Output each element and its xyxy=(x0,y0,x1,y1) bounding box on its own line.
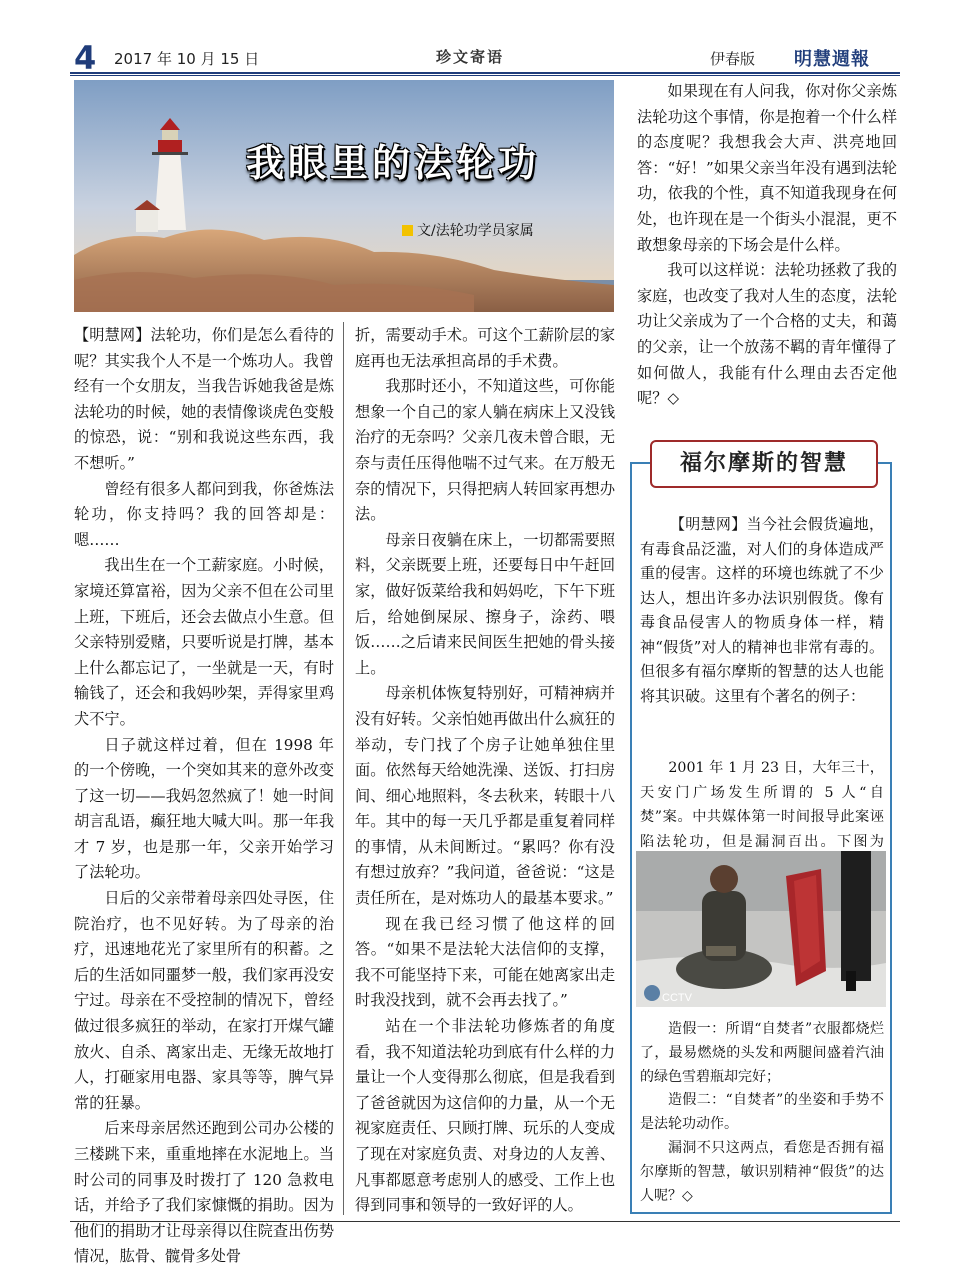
page-number: 4 xyxy=(74,39,97,77)
lighthouse-illustration xyxy=(74,80,614,312)
paragraph: 日后的父亲带着母亲四处寻医，住院治疗，也不见好转。为了母亲的治疗，迅速地花光了家里所有的积蓄。之后的生活如同噩梦一般，我们家再没安宁过。母亲在不受控制的情况下，曾经做过很多疯狂的举动，在家打开煤气罐放火、自杀、离家出走、无缘无故地打人，打砸家用电器、家具等等，脾气异常的狂暴。 xyxy=(74,889,334,1112)
masthead: 明慧週報 xyxy=(794,49,870,70)
paragraph: 现在我已经习惯了他这样的回答。“如果不是法轮大法信仰的支撑，我不可能坚持下来，可能在她离家出走时我没找到，就不会再去找了。” xyxy=(355,914,615,1010)
article-byline xyxy=(402,220,534,240)
paragraph: 漏洞不只这两点，看您是否拥有福尔摩斯的智慧，敏识别精神“假货”的达人呢？◇ xyxy=(640,1139,884,1204)
header-rule-thin xyxy=(70,75,900,76)
byline-text: 文/法轮功学员家属 xyxy=(417,223,534,239)
paragraph: 我那时还小，不知道这些，可你能想象一个自己的家人躺在病床上又没钱治疗的无奈吗？父亲几夜未曾合眼，无奈与责任压得他喘不过气来。在万般无奈的情况下，只得把病人转回家再想办法。 xyxy=(355,377,615,524)
paragraph: 母亲机体恢复特别好，可精神病并没有好转。父亲怕她再做出什么疯狂的举动，专门找了个房子让她单独住里面。依然每天给她洗澡、送饭、打扫房间、细心地照料，冬去秋来，转眼十八年。其中的每一天几乎都是重复着同样的事情，从未间断过。“累吗？你有没有想过放弃？”我问道，爸爸说：“这是责任所在，是对炼功人的最基本要求。” xyxy=(355,684,615,908)
article-title: 我眼里的法轮功 xyxy=(246,141,541,185)
cctv-screenshot xyxy=(636,851,886,1007)
article-column-2 xyxy=(355,323,615,1219)
paragraph: 站在一个非法轮功修炼者的角度看，我不知道法轮功到底有什么样的力量让一个人变得那么彻底，但是我看到了爸爸就因为这信仰的力量，从一个无视家庭责任、只顾打牌、玩乐的人变成了现在对家庭负责、对身边的人友善、凡事都愿意考虑别人的感受、工作上也得到同事和领导的一致好评的人。 xyxy=(355,1017,615,1215)
edition-name: 伊春版 xyxy=(710,50,756,68)
paragraph: 日子就这样过着，但在 1998 年的一个傍晚，一个突如其来的意外改变了这一切——我妈忽然疯了！她一时间胡言乱语，癫狂地大喊大叫。那一年我才 7 岁，也是那一年，父亲开始学习了法轮功。 xyxy=(74,735,334,882)
sidebar-intro xyxy=(640,512,884,708)
header-rule xyxy=(70,72,900,74)
paragraph: 【明慧网】法轮功，你们是怎么看待的呢？其实我个人不是一个炼功人。我曾经有一个女朋友，当我告诉她我爸是炼法轮功的时候，她的表情像谈虎色变般的惊恐，说：“别和我说这些东西，我不想听。” xyxy=(74,326,334,472)
paragraph: 折，需要动手术。可这个工薪阶层的家庭再也无法承担高昂的手术费。 xyxy=(355,326,615,370)
paragraph: 造假一：所谓“自焚者”衣服都烧烂了，最易燃烧的头发和两腿间盛着汽油的绿色雪碧瓶却完好； xyxy=(640,1021,884,1085)
self-immolation-photo xyxy=(636,851,886,1007)
paragraph: 我可以这样说：法轮功拯救了我的家庭，也改变了我对人生的态度，法轮功让父亲成为了一个合格的丈夫，和蔼的父亲，让一个放荡不羁的青年懂得了如何做人，我能有什么理由去否定他呢？◇ xyxy=(637,261,897,408)
article-column-1 xyxy=(74,323,334,1270)
paragraph: 造假二：“自焚者”的坐姿和手势不是法轮功动作。 xyxy=(640,1092,884,1133)
column-divider xyxy=(343,322,344,1215)
paragraph: 如果现在有人问我，你对你父亲炼法轮功这个事情，你是抱着一个什么样的态度呢？我想我会大声、洪亮地回答：“好！”如果父亲当年没有遇到法轮功，依我的个性，真不知道我现身在何处，也许现在是一个街头小混混，更不敢想象母亲的下场会是什么样。 xyxy=(637,82,897,254)
paragraph: 【明慧网】当今社会假货遍地，有毒食品泛滥，对人们的身体造成严重的侵害。这样的环境也练就了不少达人，想出许多办法识别假货。像有毒食品侵害人的物质身体一样，精神“假货”对人的精神也非常有毒的。但很多有福尔摩斯的智慧的达人也能将其识破。这里有个著名的例子： xyxy=(640,515,884,705)
paragraph: 母亲日夜躺在床上，一切都需要照料，父亲既要上班，还要每日中午赶回家，做好饭菜给我和妈妈吃，下午下班后，给她倒屎尿、擦身子，涂药、喂饭……之后请来民间医生把她的骨头接上。 xyxy=(355,530,615,677)
hero-image xyxy=(74,80,614,312)
article-column-3 xyxy=(637,79,897,412)
byline-square-icon xyxy=(402,225,413,236)
section-name: 珍文寄语 xyxy=(436,48,505,66)
photo-caption xyxy=(640,1018,884,1208)
page-header xyxy=(70,39,900,77)
paragraph: 曾经有很多人都问到我，你爸炼法轮功，你支持吗？我的回答却是：嗯…… xyxy=(74,479,334,549)
issue-date: 2017 年 10 月 15 日 xyxy=(114,50,260,68)
footer-rule xyxy=(70,1221,900,1222)
paragraph: 2001 年 1 月 23 日，大年三十，天安门广场发生所谓的 5 人“自焚”案。中共媒体第一时间报导此案诬陷法轮功，但是漏洞百出。下图为 xyxy=(640,760,884,850)
sidebar-title: 福尔摩斯的智慧 xyxy=(650,440,878,488)
cctv-logo-text: CCTV xyxy=(662,992,692,1004)
paragraph: 后来母亲居然还跑到公司办公楼的三楼跳下来，重重地摔在水泥地上。当时公司的同事及时拨打了 120 急救电话，并给予了我们家慷慨的捐助。因为他们的捐助才让母亲得以住院查出伤势情况，肱骨、髋骨多处骨 xyxy=(74,1119,334,1266)
paragraph: 我出生在一个工薪家庭。小时候，家境还算富裕，因为父亲不但在公司里上班，下班后，还会去做点小生意。但父亲特别爱赌，只要听说是打牌，基本上什么都忘记了，一坐就是一天，有时输钱了，还会和我妈吵架，弄得家里鸡犬不宁。 xyxy=(74,556,334,728)
